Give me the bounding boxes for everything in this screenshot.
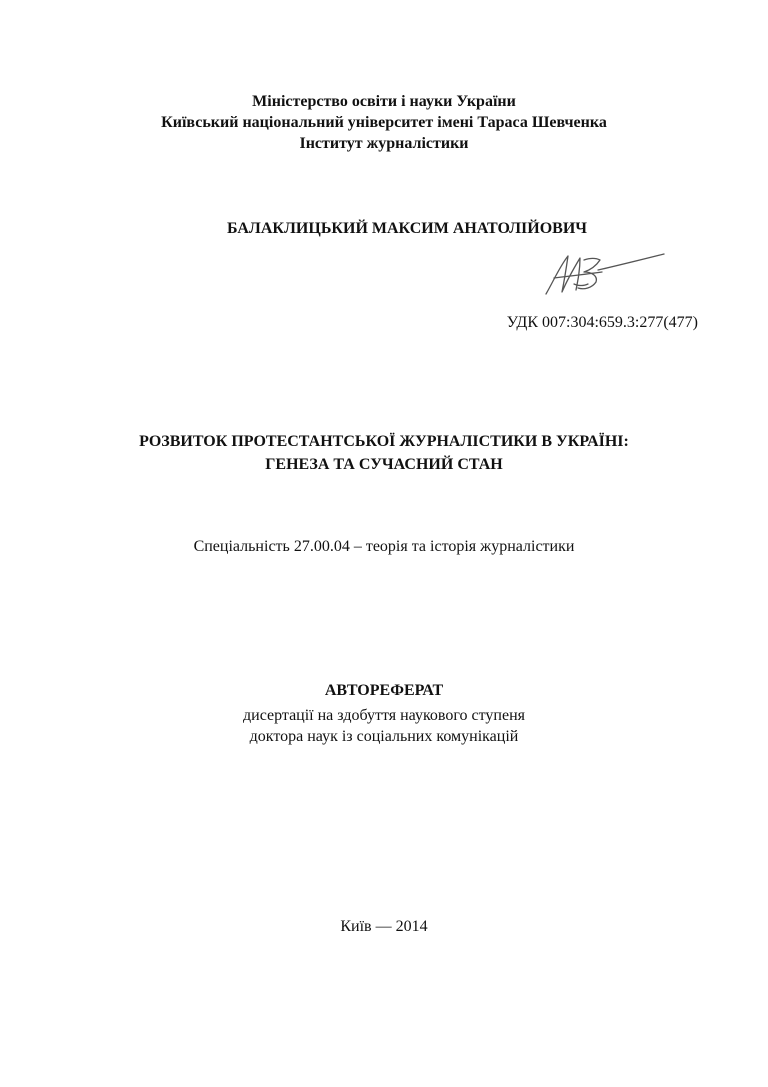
thesis-title-line-1: РОЗВИТОК ПРОТЕСТАНТСЬКОЇ ЖУРНАЛІСТИКИ В УКРАЇНІ:	[139, 433, 629, 450]
author-name: БАЛАКЛИЦЬКИЙ МАКСИМ АНАТОЛІЙОВИЧ	[227, 220, 587, 237]
abstract-heading: АВТОРЕФЕРАТ	[324, 682, 444, 699]
thesis-title-line-2: ГЕНЕЗА ТА СУЧАСНИЙ СТАН	[265, 456, 503, 473]
abstract-line-1: дисертації на здобуття наукового ступеня	[242, 707, 526, 724]
signature-icon	[540, 248, 670, 300]
specialty: Спеціальність 27.00.04 – теорія та історія журналістики	[193, 538, 575, 555]
city-year: Київ — 2014	[340, 918, 428, 935]
university-name: Київський національний університет імені Тараса Шевченка	[161, 114, 607, 131]
abstract-line-2: доктора наук із соціальних комунікацій	[249, 728, 519, 745]
udk-code: УДК 007:304:659.3:277(477)	[506, 314, 698, 331]
institute-name: Інститут журналістики	[299, 135, 469, 152]
ministry-name: Міністерство освіти і науки України	[252, 93, 516, 110]
